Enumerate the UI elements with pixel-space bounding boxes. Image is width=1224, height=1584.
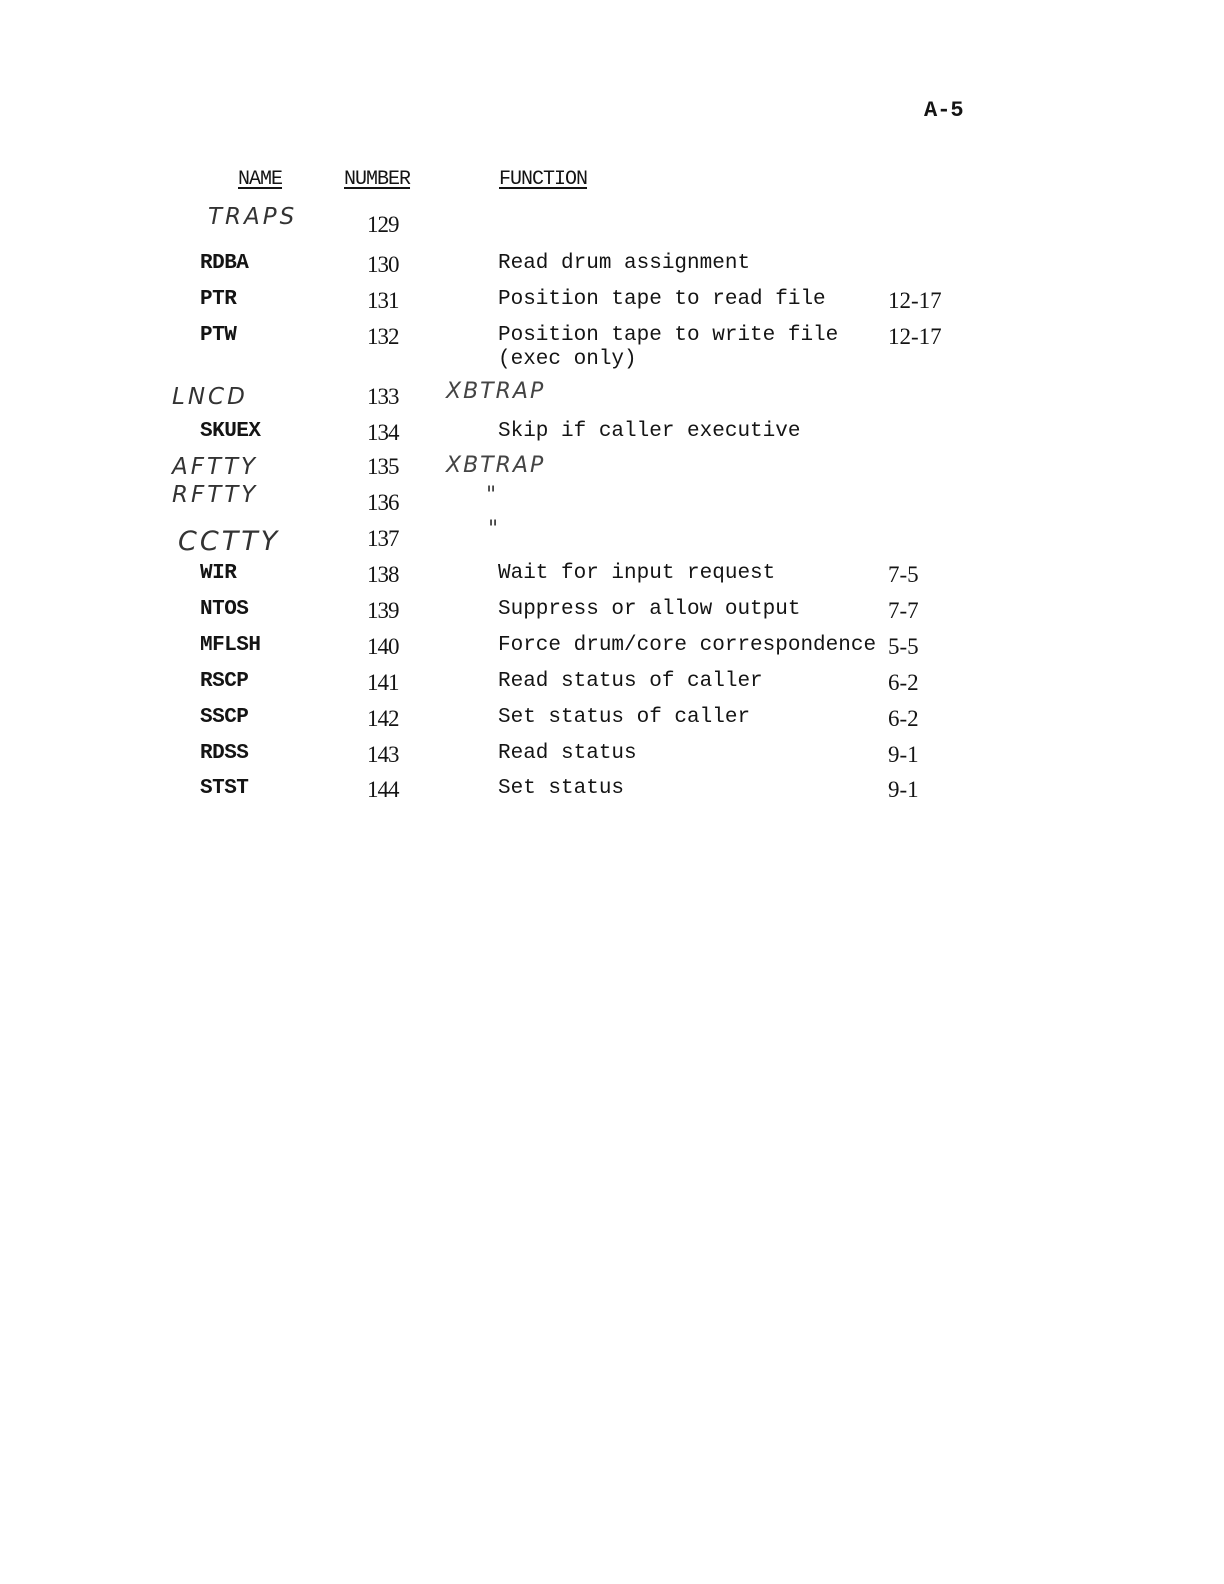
row-name: TRAPS	[208, 204, 298, 230]
row-number: 130	[367, 252, 399, 277]
table-row	[0, 454, 1224, 484]
row-number: 134	[367, 420, 399, 445]
row-name: WIR	[200, 562, 237, 585]
row-number: 129	[367, 212, 399, 237]
row-function: Read status	[498, 742, 637, 765]
table-row	[0, 204, 1224, 242]
row-name: NTOS	[200, 598, 249, 621]
row-function: Position tape to read file	[498, 288, 826, 311]
row-number: 131	[367, 288, 399, 313]
row-function: Read status of caller	[498, 670, 763, 693]
row-function: XBTRAP	[446, 453, 546, 478]
row-name: MFLSH	[200, 634, 261, 657]
page-number: A-5	[924, 98, 964, 123]
column-header-name: NAME	[238, 168, 283, 191]
table-row	[0, 777, 1224, 807]
row-function: "	[488, 517, 501, 542]
row-name: SKUEX	[200, 420, 261, 443]
row-number: 133	[367, 384, 399, 409]
row-function: XBTRAP	[446, 379, 546, 404]
table-row	[0, 598, 1224, 628]
row-function: Suppress or allow output	[498, 598, 801, 621]
row-name: PTW	[200, 324, 237, 347]
table-row	[0, 324, 1224, 378]
table-row	[0, 288, 1224, 318]
row-page: 5-5	[888, 634, 919, 659]
row-number: 140	[367, 634, 399, 659]
row-function: Wait for input request	[498, 562, 776, 585]
row-function-continuation: (exec only)	[498, 348, 637, 371]
row-name: AFTTY	[172, 454, 259, 480]
row-page: 9-1	[888, 742, 919, 767]
row-page: 7-5	[888, 562, 919, 587]
row-name: SSCP	[200, 706, 249, 729]
row-number: 141	[367, 670, 399, 695]
row-number: 143	[367, 742, 399, 767]
row-number: 132	[367, 324, 399, 349]
row-page: 7-7	[888, 598, 919, 623]
row-name: RDBA	[200, 252, 249, 275]
column-header-number: NUMBER	[344, 168, 411, 191]
table-row	[0, 517, 1224, 557]
row-page: 6-2	[888, 706, 919, 731]
row-name: RDSS	[200, 742, 249, 765]
row-function: "	[486, 483, 499, 508]
row-number: 144	[367, 777, 399, 802]
table-row	[0, 742, 1224, 772]
row-number: 142	[367, 706, 399, 731]
row-number: 136	[367, 490, 399, 515]
row-name: CCTTY	[178, 526, 281, 557]
table-row	[0, 420, 1224, 450]
row-number: 135	[367, 454, 399, 479]
row-page: 12-17	[888, 288, 942, 313]
table-row	[0, 634, 1224, 664]
table-row	[0, 252, 1224, 282]
row-function: Position tape to write file	[498, 324, 839, 347]
table-row	[0, 706, 1224, 736]
table-row	[0, 379, 1224, 414]
row-function: Set status	[498, 777, 625, 800]
row-page: 6-2	[888, 670, 919, 695]
row-function: Set status of caller	[498, 706, 751, 729]
row-number: 139	[367, 598, 399, 623]
column-header-function: FUNCTION	[499, 168, 588, 191]
row-number: 137	[367, 526, 399, 551]
table-row	[0, 482, 1224, 520]
table-row	[0, 562, 1224, 592]
row-function: Force drum/core correspondence	[498, 634, 877, 657]
row-page: 9-1	[888, 777, 919, 802]
row-name: RFTTY	[172, 482, 259, 508]
row-name: RSCP	[200, 670, 249, 693]
row-function: Skip if caller executive	[498, 420, 801, 443]
row-function: Read drum assignment	[498, 252, 751, 275]
row-page: 12-17	[888, 324, 942, 349]
table-row	[0, 670, 1224, 700]
row-name: PTR	[200, 288, 237, 311]
row-name: LNCD	[172, 384, 248, 410]
row-number: 138	[367, 562, 399, 587]
row-name: STST	[200, 777, 249, 800]
